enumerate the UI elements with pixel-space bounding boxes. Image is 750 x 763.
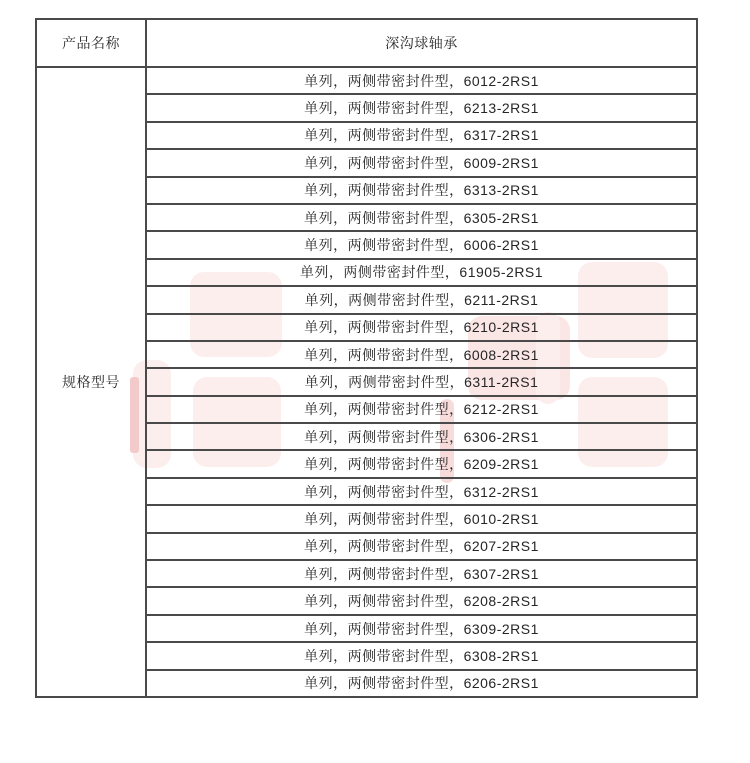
spec-value: 单列，两侧带密封件型，6309-2RS1: [146, 615, 697, 642]
spec-value: 单列，两侧带密封件型，6012-2RS1: [146, 67, 697, 94]
spec-value: 单列，两侧带密封件型，6006-2RS1: [146, 231, 697, 258]
spec-value: 单列，两侧带密封件型，6207-2RS1: [146, 533, 697, 560]
spec-value: 单列，两侧带密封件型，6208-2RS1: [146, 587, 697, 614]
spec-value: 单列，两侧带密封件型，6313-2RS1: [146, 177, 697, 204]
spec-value: 单列，两侧带密封件型，6311-2RS1: [146, 368, 697, 395]
table-row: [36, 67, 697, 94]
spec-value: 单列，两侧带密封件型，6312-2RS1: [146, 478, 697, 505]
product-name-value: 深沟球轴承: [146, 19, 697, 67]
spec-value: 单列，两侧带密封件型，6206-2RS1: [146, 670, 697, 697]
spec-value: 单列，两侧带密封件型，6211-2RS1: [146, 286, 697, 313]
spec-value: 单列，两侧带密封件型，6213-2RS1: [146, 94, 697, 121]
spec-value: 单列，两侧带密封件型，6210-2RS1: [146, 314, 697, 341]
spec-value: 单列，两侧带密封件型，6009-2RS1: [146, 149, 697, 176]
product-spec-table: [35, 18, 698, 698]
spec-value: 单列，两侧带密封件型，61905-2RS1: [146, 259, 697, 286]
spec-value: 单列，两侧带密封件型，6209-2RS1: [146, 450, 697, 477]
spec-value: 单列，两侧带密封件型，6010-2RS1: [146, 505, 697, 532]
spec-value: 单列，两侧带密封件型，6212-2RS1: [146, 396, 697, 423]
spec-value: 单列，两侧带密封件型，6305-2RS1: [146, 204, 697, 231]
spec-model-label: 规格型号: [36, 67, 146, 697]
table-header-row: [36, 19, 697, 67]
spec-value: 单列，两侧带密封件型，6307-2RS1: [146, 560, 697, 587]
spec-value: 单列，两侧带密封件型，6306-2RS1: [146, 423, 697, 450]
spec-value: 单列，两侧带密封件型，6317-2RS1: [146, 122, 697, 149]
product-name-label: 产品名称: [36, 19, 146, 67]
spec-value: 单列，两侧带密封件型，6308-2RS1: [146, 642, 697, 669]
spec-value: 单列，两侧带密封件型，6008-2RS1: [146, 341, 697, 368]
